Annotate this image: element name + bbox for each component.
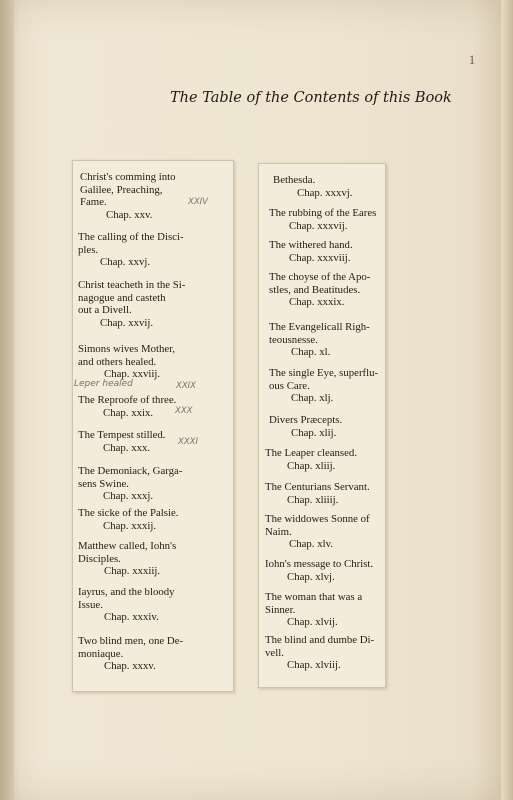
entry-chapter: Chap. xxviij. <box>104 368 161 381</box>
contents-entry <box>265 513 370 551</box>
entry-chapter: Chap. xl. <box>291 346 331 359</box>
contents-slip-right <box>258 163 386 688</box>
contents-entry <box>269 414 342 439</box>
entry-chapter: Chap. xxx. <box>103 441 151 454</box>
handwritten-note: XXXI <box>178 437 198 447</box>
entry-title: Simons wives Mother, and others healed. <box>78 343 176 368</box>
contents-entry <box>265 634 374 672</box>
contents-entry <box>78 394 176 419</box>
entry-chapter: Chap. xliij. <box>287 459 336 472</box>
contents-entry <box>265 591 362 629</box>
page-title: The Table of the Contents of this Book <box>170 90 452 106</box>
entry-chapter: Chap. xxvij. <box>100 316 154 329</box>
handwritten-note: XXIX <box>176 381 196 391</box>
contents-entry <box>269 207 376 232</box>
contents-entry <box>265 481 370 506</box>
contents-entry <box>78 429 166 454</box>
entry-chapter: Chap. xxxv. <box>104 660 156 673</box>
contents-column-right <box>259 164 385 687</box>
contents-entry <box>269 367 378 405</box>
entry-chapter: Chap. xxxvij. <box>289 219 348 232</box>
entry-title: The choyse of the Apo- stles, and Beatitudes. <box>269 271 371 296</box>
entry-title: The rubbing of the Eares <box>269 207 377 219</box>
entry-title: Two blind men, one De- moniaque. <box>78 635 184 660</box>
entry-title: The single Eye, superflu- ous Care. <box>269 367 379 392</box>
folio-number: 1 <box>468 52 476 67</box>
entry-chapter: Chap. xxxiij. <box>104 565 161 578</box>
contents-entry <box>78 635 183 673</box>
contents-entry <box>269 239 353 264</box>
entry-title: Bethesda. <box>273 174 316 186</box>
entry-title: The Evangelicall Righ- teousnesse. <box>269 321 370 346</box>
entry-title: The Leaper cleansed. <box>265 447 358 459</box>
contents-entry <box>78 586 175 624</box>
entry-title: The woman that was a Sinner. <box>265 591 363 616</box>
contents-entry <box>265 447 357 472</box>
entry-chapter: Chap. xxxiv. <box>104 611 159 624</box>
entry-chapter: Chap. xxxvj. <box>297 186 353 199</box>
entry-title: Christ teacheth in the Si- nagogue and casteth out a Divell. <box>78 279 186 317</box>
entry-title: Matthew called, Iohn's Disciples. <box>78 540 177 565</box>
contents-entry <box>269 321 370 359</box>
entry-chapter: Chap. xxv. <box>106 208 153 221</box>
entry-chapter: Chap. xlviij. <box>287 659 341 672</box>
entry-title: The widdowes Sonne of Naim. <box>265 513 370 538</box>
contents-entry <box>273 174 352 199</box>
entry-chapter: Chap. xlij. <box>291 426 337 439</box>
contents-entry <box>78 465 182 503</box>
contents-entry <box>78 279 185 329</box>
entry-chapter: Chap. xxxviij. <box>289 251 351 264</box>
entry-title: Iohn's message to Christ. <box>265 558 374 570</box>
entry-chapter: Chap. xxxij. <box>103 519 157 532</box>
entry-title: The calling of the Disci- ples. <box>78 231 184 256</box>
contents-column-left <box>73 161 233 691</box>
handwritten-note: XXIV <box>188 197 208 207</box>
contents-entry <box>80 171 176 221</box>
entry-title: The Demoniack, Garga- sens Swine. <box>78 465 183 490</box>
entry-chapter: Chap. xxxj. <box>103 490 154 503</box>
entry-title: Iayrus, and the bloody Issue. <box>78 586 175 611</box>
handwritten-note: Leper healed <box>74 379 133 389</box>
entry-chapter: Chap. xlv. <box>289 538 333 551</box>
entry-chapter: Chap. xlj. <box>291 392 334 405</box>
entry-chapter: Chap. xlvj. <box>287 570 335 583</box>
entry-title: Divers Præcepts. <box>269 414 343 426</box>
entry-chapter: Chap. xxvj. <box>100 256 151 269</box>
entry-title: The Reproofe of three. <box>78 394 177 406</box>
contents-entry <box>265 558 373 583</box>
contents-entry <box>78 507 178 532</box>
contents-entry <box>269 271 370 309</box>
entry-title: The sicke of the Palsie. <box>78 507 179 519</box>
entry-chapter: Chap. xliiij. <box>287 493 339 506</box>
entry-title: Christ's comming into Galilee, Preaching, Fame. <box>80 171 176 209</box>
handwritten-note: XXX <box>175 406 193 416</box>
entry-title: The withered hand. <box>269 239 353 251</box>
contents-entry <box>78 540 176 578</box>
contents-entry <box>78 343 175 381</box>
entry-chapter: Chap. xxxix. <box>289 296 345 309</box>
page-right-edge <box>501 0 513 800</box>
entry-title: The Centurians Servant. <box>265 481 370 493</box>
contents-entry <box>78 231 184 269</box>
contents-slip-left <box>72 160 234 692</box>
entry-chapter: Chap. xlvij. <box>287 616 338 629</box>
entry-title: The blind and dumbe Di- vell. <box>265 634 375 659</box>
entry-title: The Tempest stilled. <box>78 429 166 441</box>
page-gutter <box>0 0 14 800</box>
entry-chapter: Chap. xxix. <box>103 406 154 419</box>
